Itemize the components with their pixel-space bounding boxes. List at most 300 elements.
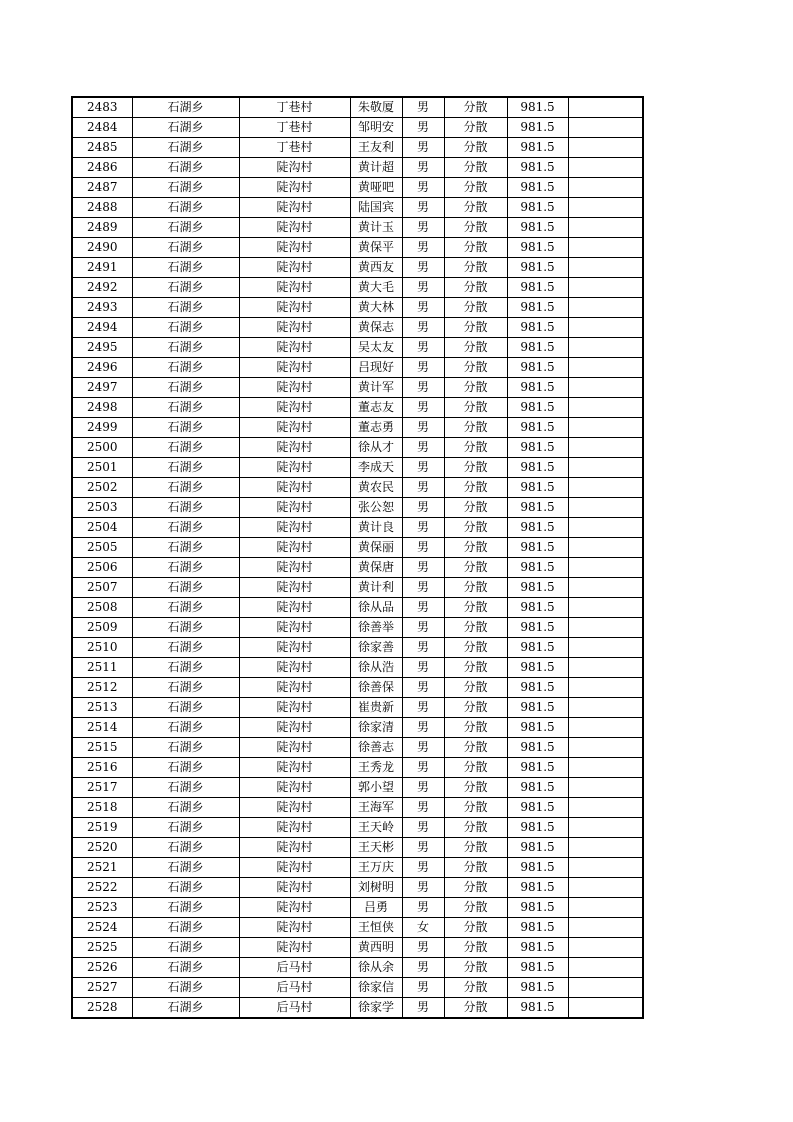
cell-note [568,158,643,178]
cell-amount: 981.5 [507,238,568,258]
cell-village: 陡沟村 [239,738,350,758]
cell-village: 陡沟村 [239,598,350,618]
cell-village: 陡沟村 [239,578,350,598]
cell-gender: 男 [402,97,444,118]
cell-gender: 男 [402,998,444,1019]
table-row [72,638,643,658]
cell-type: 分散 [444,378,507,398]
cell-id: 2516 [72,758,132,778]
cell-type: 分散 [444,458,507,478]
cell-village: 陡沟村 [239,158,350,178]
cell-name: 黄西明 [350,938,402,958]
cell-town: 石湖乡 [132,198,239,218]
cell-id: 2502 [72,478,132,498]
cell-type: 分散 [444,258,507,278]
cell-amount: 981.5 [507,438,568,458]
cell-amount: 981.5 [507,898,568,918]
cell-name: 黄计军 [350,378,402,398]
cell-name: 王海军 [350,798,402,818]
table-row [72,998,643,1019]
table-row [72,858,643,878]
cell-gender: 男 [402,358,444,378]
cell-amount: 981.5 [507,858,568,878]
cell-type: 分散 [444,398,507,418]
cell-town: 石湖乡 [132,858,239,878]
cell-name: 黄哑吧 [350,178,402,198]
cell-name: 徐善保 [350,678,402,698]
cell-village: 陡沟村 [239,418,350,438]
cell-town: 石湖乡 [132,798,239,818]
cell-amount: 981.5 [507,938,568,958]
cell-town: 石湖乡 [132,498,239,518]
cell-gender: 男 [402,518,444,538]
table-row [72,938,643,958]
cell-town: 石湖乡 [132,558,239,578]
cell-note [568,658,643,678]
cell-town: 石湖乡 [132,678,239,698]
cell-id: 2524 [72,918,132,938]
table-row [72,678,643,698]
cell-gender: 男 [402,658,444,678]
cell-name: 徐家善 [350,638,402,658]
table-row [72,418,643,438]
cell-village: 陡沟村 [239,318,350,338]
cell-type: 分散 [444,218,507,238]
cell-gender: 男 [402,978,444,998]
table-row [72,178,643,198]
cell-type: 分散 [444,718,507,738]
cell-town: 石湖乡 [132,878,239,898]
cell-amount: 981.5 [507,618,568,638]
cell-type: 分散 [444,178,507,198]
cell-id: 2510 [72,638,132,658]
cell-id: 2520 [72,838,132,858]
cell-amount: 981.5 [507,918,568,938]
cell-id: 2483 [72,97,132,118]
cell-village: 陡沟村 [239,898,350,918]
table-row [72,538,643,558]
cell-village: 陡沟村 [239,358,350,378]
table-row [72,518,643,538]
cell-gender: 男 [402,778,444,798]
cell-village: 丁巷村 [239,138,350,158]
cell-amount: 981.5 [507,298,568,318]
cell-type: 分散 [444,778,507,798]
cell-village: 陡沟村 [239,938,350,958]
cell-amount: 981.5 [507,218,568,238]
cell-village: 陡沟村 [239,338,350,358]
cell-note [568,358,643,378]
cell-type: 分散 [444,358,507,378]
cell-name: 邹明安 [350,118,402,138]
cell-note [568,738,643,758]
cell-village: 陡沟村 [239,878,350,898]
cell-village: 后马村 [239,998,350,1019]
cell-name: 黄大毛 [350,278,402,298]
cell-village: 陡沟村 [239,858,350,878]
cell-town: 石湖乡 [132,978,239,998]
cell-id: 2508 [72,598,132,618]
cell-amount: 981.5 [507,598,568,618]
cell-name: 黄保平 [350,238,402,258]
cell-gender: 男 [402,638,444,658]
cell-town: 石湖乡 [132,638,239,658]
cell-town: 石湖乡 [132,338,239,358]
cell-note [568,118,643,138]
table-body [72,97,643,1018]
cell-id: 2495 [72,338,132,358]
cell-name: 刘树明 [350,878,402,898]
cell-amount: 981.5 [507,558,568,578]
cell-id: 2517 [72,778,132,798]
cell-gender: 男 [402,318,444,338]
table-row [72,97,643,118]
cell-name: 徐家学 [350,998,402,1019]
cell-id: 2496 [72,358,132,378]
cell-type: 分散 [444,558,507,578]
cell-name: 徐从余 [350,958,402,978]
cell-gender: 男 [402,178,444,198]
cell-town: 石湖乡 [132,97,239,118]
table-row [72,118,643,138]
cell-note [568,558,643,578]
cell-note [568,958,643,978]
cell-town: 石湖乡 [132,838,239,858]
table-row [72,578,643,598]
cell-village: 陡沟村 [239,618,350,638]
cell-name: 王天彬 [350,838,402,858]
cell-id: 2497 [72,378,132,398]
cell-name: 王万庆 [350,858,402,878]
cell-id: 2515 [72,738,132,758]
cell-note [568,838,643,858]
cell-amount: 981.5 [507,418,568,438]
cell-village: 陡沟村 [239,478,350,498]
cell-town: 石湖乡 [132,698,239,718]
cell-village: 陡沟村 [239,458,350,478]
cell-type: 分散 [444,938,507,958]
cell-amount: 981.5 [507,998,568,1019]
cell-amount: 981.5 [507,358,568,378]
cell-id: 2488 [72,198,132,218]
cell-id: 2522 [72,878,132,898]
cell-gender: 男 [402,418,444,438]
cell-name: 张公恕 [350,498,402,518]
cell-type: 分散 [444,738,507,758]
cell-amount: 981.5 [507,678,568,698]
cell-town: 石湖乡 [132,538,239,558]
cell-amount: 981.5 [507,378,568,398]
cell-gender: 男 [402,678,444,698]
cell-gender: 男 [402,118,444,138]
cell-town: 石湖乡 [132,818,239,838]
table-row [72,758,643,778]
cell-village: 丁巷村 [239,118,350,138]
cell-note [568,718,643,738]
cell-village: 陡沟村 [239,178,350,198]
cell-type: 分散 [444,798,507,818]
cell-id: 2500 [72,438,132,458]
data-table [71,96,644,1019]
cell-note [568,178,643,198]
cell-name: 徐善志 [350,738,402,758]
cell-id: 2491 [72,258,132,278]
cell-type: 分散 [444,538,507,558]
table-row [72,658,643,678]
cell-amount: 981.5 [507,778,568,798]
cell-village: 陡沟村 [239,398,350,418]
cell-note [568,478,643,498]
cell-id: 2528 [72,998,132,1019]
cell-name: 董志勇 [350,418,402,438]
cell-village: 陡沟村 [239,378,350,398]
table-row [72,918,643,938]
cell-town: 石湖乡 [132,378,239,398]
cell-town: 石湖乡 [132,938,239,958]
cell-gender: 男 [402,138,444,158]
cell-note [568,378,643,398]
cell-village: 丁巷村 [239,97,350,118]
cell-note [568,438,643,458]
table-row [72,958,643,978]
table-row [72,198,643,218]
cell-name: 黄农民 [350,478,402,498]
cell-note [568,238,643,258]
cell-id: 2504 [72,518,132,538]
cell-name: 郭小望 [350,778,402,798]
cell-amount: 981.5 [507,878,568,898]
cell-id: 2501 [72,458,132,478]
cell-id: 2484 [72,118,132,138]
cell-town: 石湖乡 [132,998,239,1019]
cell-name: 黄计超 [350,158,402,178]
cell-town: 石湖乡 [132,658,239,678]
cell-type: 分散 [444,498,507,518]
cell-note [568,498,643,518]
cell-amount: 981.5 [507,978,568,998]
cell-gender: 男 [402,298,444,318]
cell-village: 陡沟村 [239,838,350,858]
cell-amount: 981.5 [507,718,568,738]
cell-id: 2487 [72,178,132,198]
cell-amount: 981.5 [507,818,568,838]
cell-village: 陡沟村 [239,438,350,458]
cell-town: 石湖乡 [132,778,239,798]
cell-amount: 981.5 [507,398,568,418]
cell-town: 石湖乡 [132,238,239,258]
cell-note [568,598,643,618]
cell-name: 朱敬厦 [350,97,402,118]
cell-village: 陡沟村 [239,798,350,818]
cell-gender: 男 [402,618,444,638]
cell-note [568,338,643,358]
cell-type: 分散 [444,318,507,338]
cell-amount: 981.5 [507,658,568,678]
cell-gender: 男 [402,898,444,918]
cell-id: 2494 [72,318,132,338]
cell-type: 分散 [444,698,507,718]
cell-village: 陡沟村 [239,778,350,798]
cell-note [568,818,643,838]
cell-town: 石湖乡 [132,318,239,338]
cell-town: 石湖乡 [132,438,239,458]
cell-note [568,858,643,878]
cell-town: 石湖乡 [132,458,239,478]
cell-type: 分散 [444,898,507,918]
cell-town: 石湖乡 [132,418,239,438]
cell-type: 分散 [444,918,507,938]
cell-gender: 男 [402,158,444,178]
table-row [72,698,643,718]
cell-gender: 男 [402,378,444,398]
cell-gender: 男 [402,438,444,458]
cell-name: 徐家信 [350,978,402,998]
cell-village: 陡沟村 [239,678,350,698]
cell-type: 分散 [444,518,507,538]
cell-note [568,298,643,318]
cell-amount: 981.5 [507,578,568,598]
table-row [72,318,643,338]
cell-id: 2486 [72,158,132,178]
cell-town: 石湖乡 [132,358,239,378]
cell-amount: 981.5 [507,198,568,218]
cell-name: 黄计良 [350,518,402,538]
cell-gender: 男 [402,498,444,518]
table-row [72,298,643,318]
cell-note [568,538,643,558]
cell-id: 2507 [72,578,132,598]
cell-village: 陡沟村 [239,638,350,658]
cell-amount: 981.5 [507,538,568,558]
cell-village: 陡沟村 [239,658,350,678]
cell-note [568,898,643,918]
cell-gender: 男 [402,578,444,598]
cell-note [568,278,643,298]
cell-id: 2503 [72,498,132,518]
table-row [72,618,643,638]
cell-id: 2526 [72,958,132,978]
cell-gender: 男 [402,938,444,958]
cell-name: 吕现好 [350,358,402,378]
cell-type: 分散 [444,418,507,438]
table-row [72,338,643,358]
cell-gender: 男 [402,478,444,498]
cell-id: 2489 [72,218,132,238]
cell-amount: 981.5 [507,958,568,978]
cell-amount: 981.5 [507,498,568,518]
table-row [72,498,643,518]
cell-name: 徐从品 [350,598,402,618]
cell-type: 分散 [444,578,507,598]
cell-gender: 男 [402,558,444,578]
cell-town: 石湖乡 [132,618,239,638]
cell-name: 王天岭 [350,818,402,838]
cell-gender: 男 [402,598,444,618]
cell-town: 石湖乡 [132,898,239,918]
cell-town: 石湖乡 [132,518,239,538]
cell-note [568,398,643,418]
cell-name: 徐从才 [350,438,402,458]
cell-note [568,678,643,698]
cell-town: 石湖乡 [132,178,239,198]
table-row [72,978,643,998]
cell-id: 2506 [72,558,132,578]
table-row [72,278,643,298]
table-row [72,718,643,738]
cell-amount: 981.5 [507,758,568,778]
cell-id: 2527 [72,978,132,998]
cell-note [568,778,643,798]
cell-village: 陡沟村 [239,758,350,778]
table-row [72,138,643,158]
cell-type: 分散 [444,238,507,258]
cell-name: 徐善举 [350,618,402,638]
cell-id: 2492 [72,278,132,298]
cell-name: 吕勇 [350,898,402,918]
cell-amount: 981.5 [507,458,568,478]
cell-amount: 981.5 [507,278,568,298]
cell-type: 分散 [444,438,507,458]
cell-note [568,198,643,218]
cell-gender: 男 [402,258,444,278]
cell-town: 石湖乡 [132,598,239,618]
cell-type: 分散 [444,598,507,618]
cell-name: 徐从浩 [350,658,402,678]
cell-type: 分散 [444,298,507,318]
cell-amount: 981.5 [507,518,568,538]
cell-name: 王秀龙 [350,758,402,778]
cell-village: 陡沟村 [239,918,350,938]
cell-town: 石湖乡 [132,718,239,738]
cell-amount: 981.5 [507,158,568,178]
table-row [72,878,643,898]
cell-town: 石湖乡 [132,258,239,278]
cell-note [568,758,643,778]
cell-gender: 男 [402,838,444,858]
cell-type: 分散 [444,878,507,898]
cell-gender: 男 [402,278,444,298]
cell-id: 2514 [72,718,132,738]
cell-town: 石湖乡 [132,478,239,498]
cell-gender: 男 [402,818,444,838]
cell-id: 2509 [72,618,132,638]
cell-town: 石湖乡 [132,918,239,938]
table-row [72,218,643,238]
cell-village: 陡沟村 [239,698,350,718]
cell-town: 石湖乡 [132,578,239,598]
cell-id: 2485 [72,138,132,158]
cell-type: 分散 [444,998,507,1019]
cell-note [568,97,643,118]
cell-type: 分散 [444,858,507,878]
cell-note [568,218,643,238]
cell-gender: 男 [402,198,444,218]
cell-gender: 男 [402,698,444,718]
cell-note [568,878,643,898]
cell-town: 石湖乡 [132,958,239,978]
cell-note [568,258,643,278]
cell-town: 石湖乡 [132,738,239,758]
cell-gender: 男 [402,538,444,558]
cell-id: 2511 [72,658,132,678]
cell-amount: 981.5 [507,178,568,198]
cell-gender: 男 [402,238,444,258]
cell-id: 2493 [72,298,132,318]
cell-amount: 981.5 [507,638,568,658]
cell-amount: 981.5 [507,97,568,118]
cell-town: 石湖乡 [132,158,239,178]
cell-id: 2521 [72,858,132,878]
